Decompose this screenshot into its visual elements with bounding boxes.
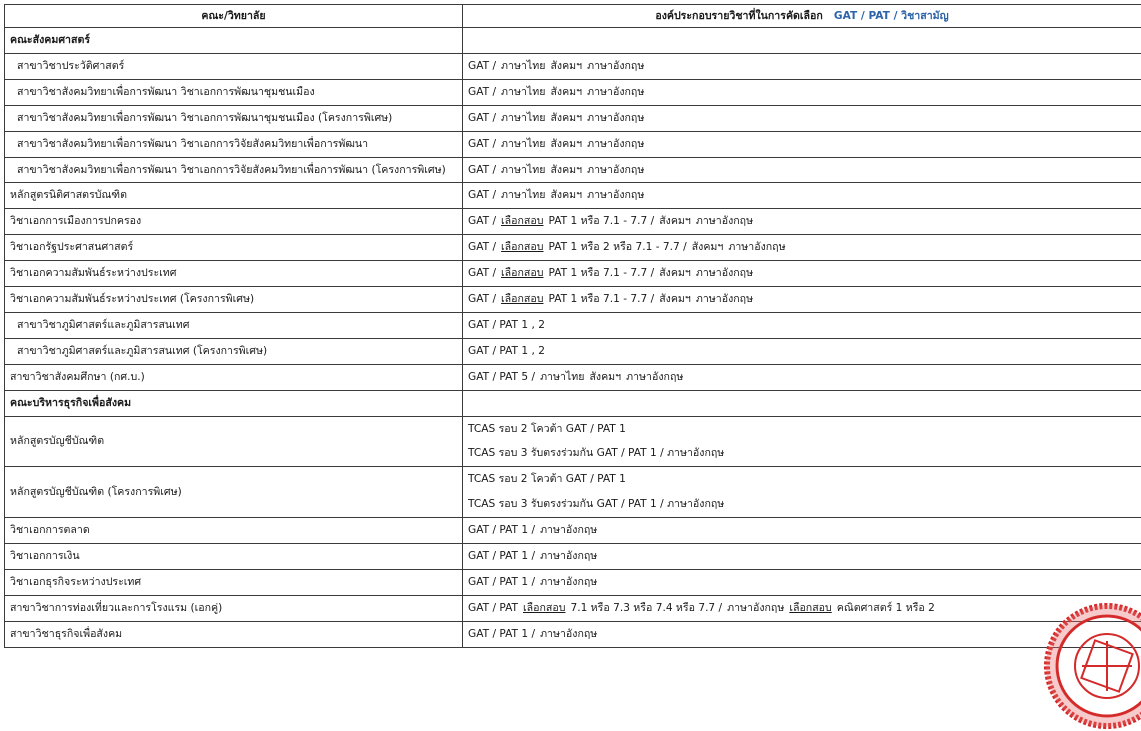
subject-components <box>463 79 1141 105</box>
subject-item: ภาษาอังกฤษ <box>728 241 785 253</box>
program-row <box>5 570 1141 596</box>
subject-components <box>463 209 1141 235</box>
subject-item: ภาษาไทย <box>501 189 545 201</box>
subject-components <box>463 467 1141 518</box>
program-name: สาขาวิชาสังคมวิทยาเพื่อการพัฒนา วิชาเอกการพัฒนาชุมชนเมือง <box>5 79 463 105</box>
subject-item: ภาษาไทย <box>501 86 545 98</box>
university-seal-stamp <box>1042 601 1141 731</box>
subject-item: PAT 1 หรือ 7.1 - 7.7 / <box>549 267 655 279</box>
subject-item: สังคมฯ <box>550 138 582 150</box>
subject-item: สังคมฯ <box>659 215 691 227</box>
header-core-subjects: วิชาสามัญ <box>901 10 949 22</box>
program-name: สาขาวิชาภูมิศาสตร์และภูมิสารสนเทศ <box>5 312 463 338</box>
subject-components <box>463 287 1141 313</box>
subject-item: GAT / <box>468 138 496 150</box>
program-name: สาขาวิชาประวัติศาสตร์ <box>5 53 463 79</box>
subject-item: ภาษาอังกฤษ <box>540 576 597 588</box>
header-faculty: คณะ/วิทยาลัย <box>5 5 463 28</box>
subject-item: ภาษาไทย <box>501 60 545 72</box>
subject-components <box>463 390 1141 416</box>
subject-item: สังคมฯ <box>550 86 582 98</box>
subject-item: GAT / <box>468 241 496 253</box>
subject-components <box>463 621 1141 647</box>
header-sep-1: / <box>861 10 865 22</box>
program-row <box>5 209 1141 235</box>
subject-item: สังคมฯ <box>659 267 691 279</box>
table-header-row <box>5 5 1141 28</box>
header-components-label: องค์ประกอบรายวิชาที่ในการคัดเลือก <box>655 10 822 22</box>
program-name: สาขาวิชาภูมิศาสตร์และภูมิสารสนเทศ (โครงการพิเศษ) <box>5 338 463 364</box>
subject-item: GAT / PAT 1 / <box>468 576 535 588</box>
program-row <box>5 53 1141 79</box>
subject-item: PAT 1 หรือ 7.1 - 7.7 / <box>549 215 655 227</box>
subject-components <box>463 338 1141 364</box>
program-row <box>5 416 1141 467</box>
subject-item: สังคมฯ <box>550 112 582 124</box>
subject-item: สังคมฯ <box>550 189 582 201</box>
subject-item: ภาษาอังกฤษ <box>540 628 597 640</box>
subject-item: ภาษาอังกฤษ <box>626 371 683 383</box>
program-name: วิชาเอกความสัมพันธ์ระหว่างประเทศ (โครงการพิเศษ) <box>5 287 463 313</box>
subject-item: GAT / <box>468 293 496 305</box>
subject-item: GAT / <box>468 112 496 124</box>
subject-item: สังคมฯ <box>659 293 691 305</box>
subject-item: ภาษาอังกฤษ <box>540 524 597 536</box>
program-name: สาขาวิชาสังคมวิทยาเพื่อการพัฒนา วิชาเอกการวิจัยสังคมวิทยาเพื่อการพัฒนา (โครงการพิเศษ) <box>5 157 463 183</box>
tcas-round-line: TCAS รอบ 2 โควต้า GAT / PAT 1 <box>468 467 1136 492</box>
program-name: สาขาวิชาสังคมศึกษา (กศ.บ.) <box>5 364 463 390</box>
subject-item: ภาษาอังกฤษ <box>727 602 784 614</box>
subject-components <box>463 416 1141 467</box>
subject-item: GAT / <box>468 60 496 72</box>
program-row <box>5 183 1141 209</box>
subject-item: ภาษาไทย <box>501 138 545 150</box>
program-row <box>5 544 1141 570</box>
subject-item: เลือกสอบ <box>501 293 543 305</box>
subject-item: GAT / PAT 5 / <box>468 371 535 383</box>
admission-table <box>4 4 1141 648</box>
subject-components <box>463 570 1141 596</box>
program-row <box>5 518 1141 544</box>
program-row <box>5 287 1141 313</box>
subject-item: เลือกสอบ <box>501 267 543 279</box>
subject-item: ภาษาอังกฤษ <box>587 189 644 201</box>
subject-item: ภาษาไทย <box>501 112 545 124</box>
subject-components <box>463 312 1141 338</box>
program-name: วิชาเอกรัฐประศาสนศาสตร์ <box>5 235 463 261</box>
subject-components <box>463 261 1141 287</box>
program-name: สาขาวิชาการท่องเที่ยวและการโรงแรม (เอกคู่) <box>5 595 463 621</box>
program-row <box>5 261 1141 287</box>
program-name: หลักสูตรบัญชีบัณฑิต (โครงการพิเศษ) <box>5 467 463 518</box>
subject-item: เลือกสอบ <box>501 215 543 227</box>
program-name: วิชาเอกธุรกิจระหว่างประเทศ <box>5 570 463 596</box>
program-name: สาขาวิชาธุรกิจเพื่อสังคม <box>5 621 463 647</box>
header-pat: PAT <box>868 10 889 22</box>
subject-item: สังคมฯ <box>692 241 724 253</box>
subject-components <box>463 595 1141 621</box>
subject-item: เลือกสอบ <box>501 241 543 253</box>
program-row <box>5 131 1141 157</box>
subject-item: GAT / PAT 1 / <box>468 628 535 640</box>
subject-item: ภาษาอังกฤษ <box>587 112 644 124</box>
subject-components <box>463 157 1141 183</box>
subject-item: ภาษาอังกฤษ <box>587 86 644 98</box>
subject-components <box>463 131 1141 157</box>
program-name: สาขาวิชาสังคมวิทยาเพื่อการพัฒนา วิชาเอกการพัฒนาชุมชนเมือง (โครงการพิเศษ) <box>5 105 463 131</box>
program-name: สาขาวิชาสังคมวิทยาเพื่อการพัฒนา วิชาเอกการวิจัยสังคมวิทยาเพื่อการพัฒนา <box>5 131 463 157</box>
subject-item: GAT / PAT 1 / <box>468 524 535 536</box>
subject-item: สังคมฯ <box>550 60 582 72</box>
subject-item: PAT 1 หรือ 7.1 - 7.7 / <box>549 293 655 305</box>
subject-components <box>463 183 1141 209</box>
program-row <box>5 79 1141 105</box>
program-row <box>5 595 1141 621</box>
subject-item: GAT / <box>468 215 496 227</box>
subject-item: PAT 1 หรือ 2 หรือ 7.1 - 7.7 / <box>549 241 687 253</box>
subject-components <box>463 105 1141 131</box>
faculty-row <box>5 390 1141 416</box>
program-row <box>5 235 1141 261</box>
subject-item: GAT / PAT 1 , 2 <box>468 345 545 357</box>
subject-item: 7.1 หรือ 7.3 หรือ 7.4 หรือ 7.7 / <box>570 602 722 614</box>
program-name: วิชาเอกการเงิน <box>5 544 463 570</box>
subject-item: ภาษาอังกฤษ <box>587 164 644 176</box>
program-row <box>5 467 1141 518</box>
program-row <box>5 338 1141 364</box>
subject-item: ภาษาอังกฤษ <box>587 138 644 150</box>
faculty-name: คณะบริหารธุรกิจเพื่อสังคม <box>5 390 463 416</box>
subject-item: ภาษาอังกฤษ <box>540 550 597 562</box>
program-row <box>5 312 1141 338</box>
program-row <box>5 105 1141 131</box>
program-row <box>5 621 1141 647</box>
subject-components <box>463 53 1141 79</box>
subject-components <box>463 235 1141 261</box>
subject-item: ภาษาไทย <box>501 164 545 176</box>
subject-item: ภาษาอังกฤษ <box>696 215 753 227</box>
subject-item: เลือกสอบ <box>523 602 565 614</box>
subject-item: GAT / PAT 1 , 2 <box>468 319 545 331</box>
subject-item: GAT / PAT 1 / <box>468 550 535 562</box>
subject-item: สังคมฯ <box>589 371 621 383</box>
tcas-round-line: TCAS รอบ 2 โควต้า GAT / PAT 1 <box>468 417 1136 442</box>
program-name: หลักสูตรบัญชีบัณฑิต <box>5 416 463 467</box>
faculty-name: คณะสังคมศาสตร์ <box>5 28 463 54</box>
subject-item: ภาษาอังกฤษ <box>587 60 644 72</box>
subject-components <box>463 544 1141 570</box>
program-name: วิชาเอกการเมืองการปกครอง <box>5 209 463 235</box>
program-row <box>5 157 1141 183</box>
program-row <box>5 364 1141 390</box>
subject-components <box>463 28 1141 54</box>
subject-item: GAT / <box>468 267 496 279</box>
admission-table-sheet <box>4 4 1141 648</box>
header-components <box>463 5 1141 28</box>
header-sep-2: / <box>894 10 898 22</box>
faculty-row <box>5 28 1141 54</box>
table-body <box>5 28 1141 648</box>
subject-item: สังคมฯ <box>550 164 582 176</box>
subject-item: ภาษาไทย <box>540 371 584 383</box>
program-name: วิชาเอกการตลาด <box>5 518 463 544</box>
program-name: วิชาเอกความสัมพันธ์ระหว่างประเทศ <box>5 261 463 287</box>
subject-item: เลือกสอบ <box>789 602 831 614</box>
subject-item: คณิตศาสตร์ 1 หรือ 2 <box>837 602 935 614</box>
subject-item: GAT / <box>468 86 496 98</box>
subject-item: GAT / PAT <box>468 602 518 614</box>
tcas-round-line: TCAS รอบ 3 รับตรงร่วมกัน GAT / PAT 1 / ภาษาอังกฤษ <box>468 441 1136 466</box>
tcas-round-line: TCAS รอบ 3 รับตรงร่วมกัน GAT / PAT 1 / ภาษาอังกฤษ <box>468 492 1136 517</box>
program-name: หลักสูตรนิติศาสตรบัณฑิต <box>5 183 463 209</box>
subject-components <box>463 518 1141 544</box>
subject-components <box>463 364 1141 390</box>
subject-item: GAT / <box>468 164 496 176</box>
subject-item: ภาษาอังกฤษ <box>696 267 753 279</box>
subject-item: GAT / <box>468 189 496 201</box>
header-gat: GAT <box>834 10 857 22</box>
subject-item: ภาษาอังกฤษ <box>696 293 753 305</box>
